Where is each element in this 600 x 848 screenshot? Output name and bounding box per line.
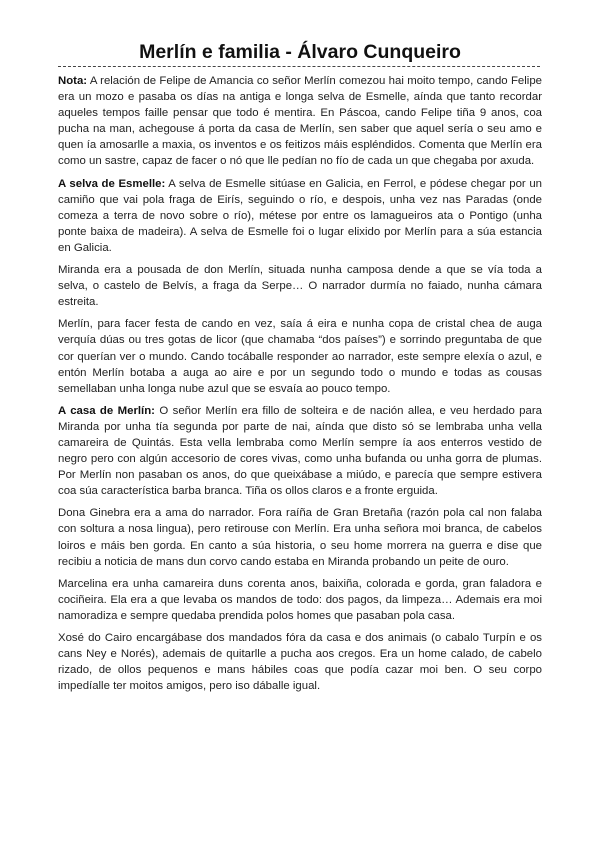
paragraph-lead: A casa de Merlín: xyxy=(58,404,155,417)
paragraph-lead: Nota: xyxy=(58,75,88,87)
page-title: Merlín e familia - Álvaro Cunqueiro xyxy=(139,41,461,63)
paragraph-text: O señor Merlín era fillo de solteira e de nación allea, e veu herdado para Miranda por unha tía segunda por parte de nai, aínda que disto só se lembraba unha vella camareira de Quintás. Esta vella lembraba como Merlín sempre ía aos enterros vestido de negro pero con algún accesorio de cores vivas, como unha bufanda ou unha gorra de plumas. Por Merlín non pasaban os anos, do que queixábase a miúdo, e parecía que sempre estivera coa súa característica barba branca. Tiña os ollos claros e a fronte erguida. xyxy=(58,404,542,498)
paragraph-text: Merlín, para facer festa de cando en vez, saía á eira e nunha copa de cristal chea de auga verquía dúas ou tres gotas de licor (que chamaba “dos países”) e sorrindo preguntaba de que cor querían ver o mundo. Cando tocáballe responder ao narrador, este sempre elexía o azul, e entón Merlín botaba a auga ao aire e por un segundo todo o mundo e todas as cousas semellaban unha longa nube azul que se esvaía ao pouco tempo. xyxy=(58,318,542,395)
paragraph-selva xyxy=(58,176,542,256)
paragraph-text: Xosé do Cairo encargábase dos mandados fóra da casa e dos animais (o cabalo Turpín e os cans Ney e Norés), ademais de quitarlle a pucha aos cregos. Era un home calado, de cabelo rizado, de ollos pequenos e mans hábiles coas que podía cazar moi ben. O seu corpo impedíalle ter moitos amigos, pero iso dáballe igual. xyxy=(58,632,542,693)
paragraph-text: Miranda era a pousada de don Merlín, situada nunha camposa dende a que se vía toda a selva, o castelo de Belvís, a fraga da Serpe… O narrador durmía no faiado, nunha cámara estreita. xyxy=(58,264,542,309)
paragraph-text: Marcelina era unha camareira duns corenta anos, baixiña, colorada e gorda, gran faladora e cociñeira. Ela era a que levaba os mandos de todo: dos pagos, da limpeza… Ademais era moi namoradiza e sempre quedaba prendida polos homes que pasaban pola casa. xyxy=(58,577,542,622)
paragraph-miranda xyxy=(58,262,542,310)
paragraph-text: A relación de Felipe de Amancia co señor Merlín comezou hai moito tempo, cando Felipe era un mozo e pasaba os días na antiga e longa selva de Esmelle, aínda que tanto recordar aqueles tempos faille pensar que todo é mentira. En Páscoa, cando Felipe tiña 9 anos, coa pucha na man, achegouse á porta da casa de Merlín, sen saber que aquel sería o seu amo e quen ía amosarlle a maxia, os inventos e os feitizos máis espléndidos. Comenta que Merlín era como un sastre, capaz de facer o nó que lle pedían no fío de cada un que chegaba por axuda. xyxy=(58,75,542,168)
paragraph-marcelina xyxy=(58,576,542,624)
paragraph-ginebra xyxy=(58,505,542,569)
title-divider xyxy=(58,66,540,67)
paragraph-xose xyxy=(58,630,542,694)
document-page xyxy=(58,40,542,694)
paragraph-text: A selva de Esmelle sitúase en Galicia, en Ferrol, e pódese chegar por un camiño que vai pola fraga de Eirís, seguindo o río, e despois, unha vez nas Paradas (onde comeza a terra de novo sobre o río), métese por entre os lamagueiros ata o Pontigo (unha ponte baixa de madeira). A selva de Esmelle foi o lugar elixido por Merlín para a súa estancia en Galicia. xyxy=(58,177,542,254)
paragraph-festa xyxy=(58,316,542,396)
paragraph-casa xyxy=(58,403,542,500)
paragraph-lead: A selva de Esmelle: xyxy=(58,177,166,190)
paragraph-text: Dona Ginebra era a ama do narrador. Fora raíña de Gran Bretaña (razón pola cal non falaba con soltura a nosa lingua), pero retirouse con Merlín. Era unha señora moi branca, de cabelos loiros e máis ben gorda. En canto a súa historia, o seu home morrera na guerra e dise que recibiu a noticia de mans dun corvo cando estaba en Miranda probando un peite de ouro. xyxy=(58,507,542,568)
paragraph-nota xyxy=(58,73,542,170)
